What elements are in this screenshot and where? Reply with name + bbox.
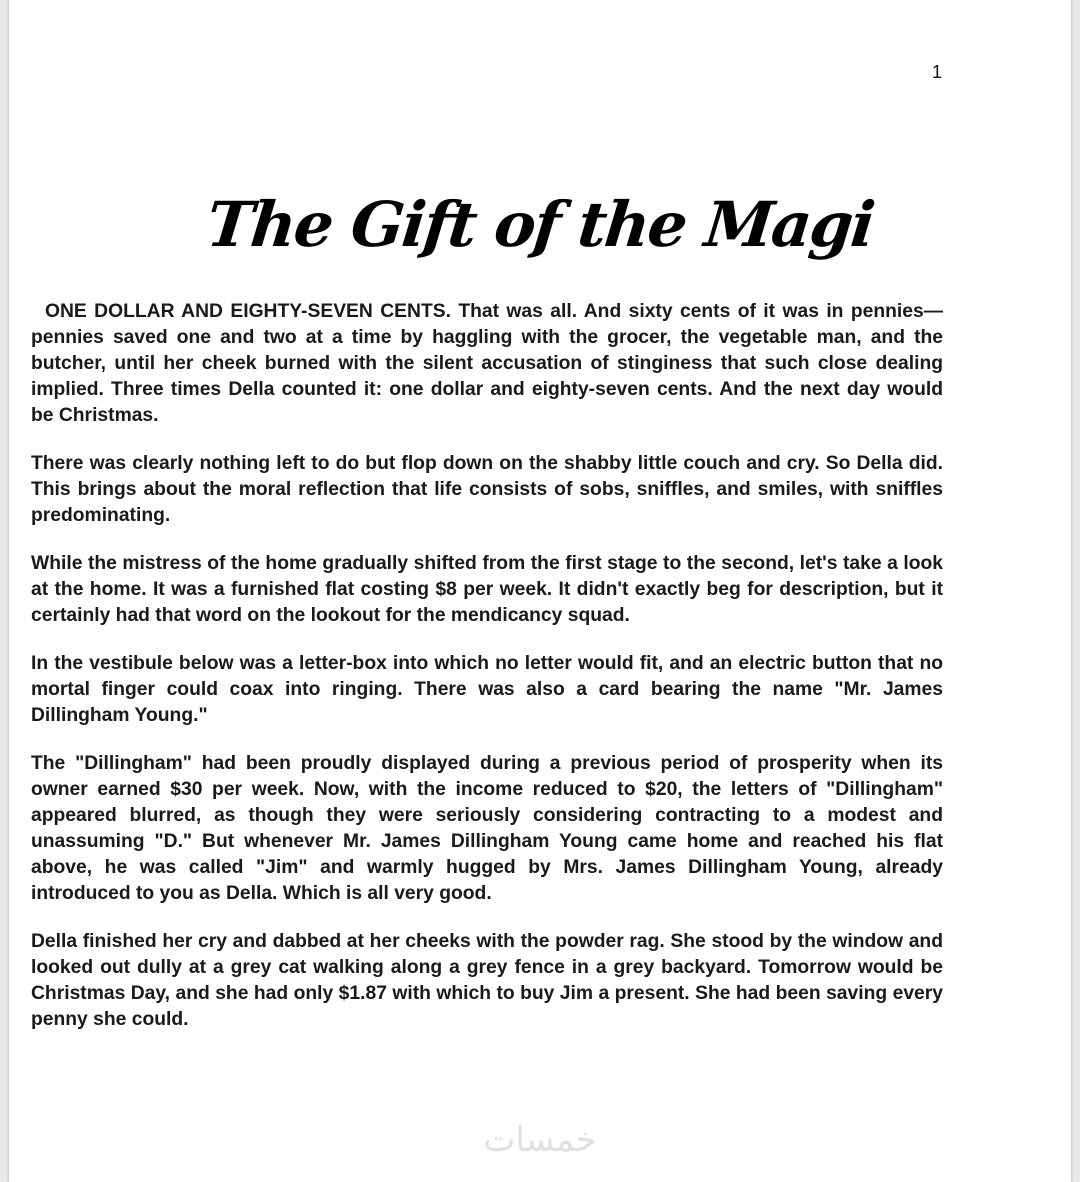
paragraph-6: Della finished her cry and dabbed at her cheeks with the powder rag. She stood by the window and looked out dully at a grey cat walking along a grey fence in a grey backyard. Tomorrow would be Christmas Day, and she had only $1.87 with which to buy Jim a present. She had been saving every penny she could. — [31, 931, 943, 1030]
paragraph-3: While the mistress of the home gradually shifted from the first stage to the second, let's take a look at the home. It was a furnished flat costing $8 per week. It didn't exactly beg for description, but it certainly had that word on the lookout for the mendicancy squad. — [31, 553, 943, 626]
document-page — [9, 0, 1071, 1182]
paragraph-2: There was clearly nothing left to do but flop down on the shabby little couch and cry. So Della did. This brings about the moral reflection that life consists of sobs, sniffles, and smiles, with sniffles predominating. — [31, 453, 943, 526]
body-text — [31, 299, 943, 1055]
paragraph-5: The "Dillingham" had been proudly displayed during a previous period of prosperity when its owner earned $30 per week. Now, with the income reduced to $20, the letters of "Dillingham" appeared blurred, as though they were seriously considering contracting to a modest and unassuming "D." But whenever Mr. James Dillingham Young came home and reached his flat above, he was called "Jim" and warmly hugged by Mrs. James Dillingham Young, already introduced to you as Della. Which is all very good. — [31, 753, 943, 904]
page-number: 1 — [932, 62, 943, 82]
watermark-logo: خمسات — [483, 1120, 597, 1160]
paragraph-1: ONE DOLLAR AND EIGHTY-SEVEN CENTS. That was all. And sixty cents of it was in pennies—pennies saved one and two at a time by haggling with the grocer, the vegetable man, and the butcher, until her cheek burned with the silent accusation of stinginess that such close dealing implied. Three times Della counted it: one dollar and eighty-seven cents. And the next day would be Christmas. — [31, 301, 943, 426]
page-title: The Gift of the Magi — [203, 188, 877, 261]
paragraph-4: In the vestibule below was a letter-box into which no letter would fit, and an electric button that no mortal finger could coax into ringing. There was also a card bearing the name "Mr. James Dillingham Young." — [31, 653, 943, 726]
